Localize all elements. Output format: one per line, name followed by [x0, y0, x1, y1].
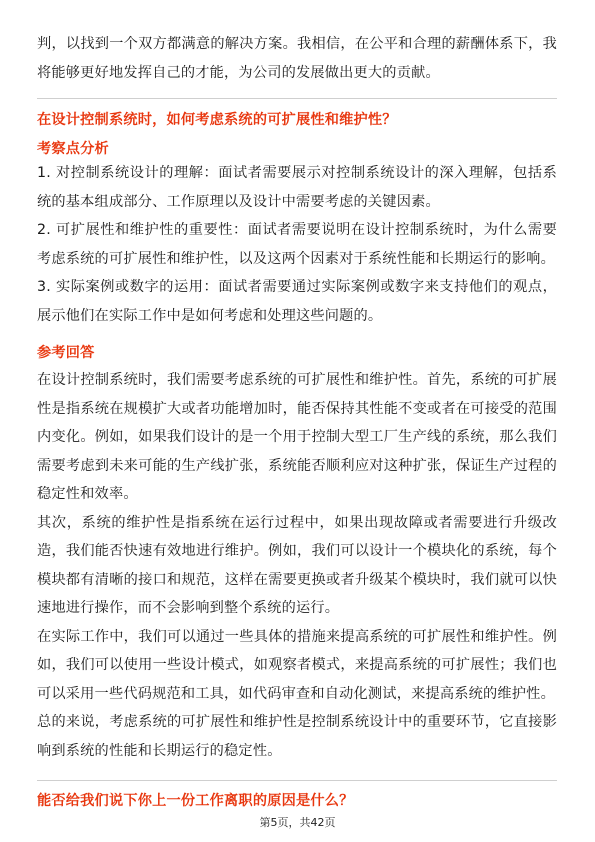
answer-paragraph: 在设计控制系统时，我们需要考虑系统的可扩展性和维护性。首先，系统的可扩展性是指系统在规模扩大或者功能增加时，能否保持其性能不变或者在可接受的范围内变化。例如，如果我们设计的是一个用于控制大型工厂生产线的系统，那么我们需要考虑到未来可能的生产线扩张，系统能否顺利应对这种扩张，保证生产过程的稳定性和效率。	[37, 372, 557, 502]
divider	[37, 98, 557, 99]
divider	[37, 780, 557, 781]
intro-paragraph: 判，以找到一个双方都满意的解决方案。我相信，在公平和合理的薪酬体系下，我将能够更好地发挥自己的才能，为公司的发展做出更大的贡献。	[37, 36, 557, 81]
question-title: 在设计控制系统时，如何考虑系统的可扩展性和维护性？	[37, 112, 397, 128]
answer-paragraph: 其次，系统的维护性是指系统在运行过程中，如果出现故障或者需要进行升级改造，我们能否快速有效地进行维护。例如，我们可以设计一个模块化的系统，每个模块都有清晰的接口和规范，这样在需要更换或者升级某个模块时，我们就可以快速地进行操作，而不会影响到整个系统的运行。	[37, 514, 557, 616]
analysis-list	[37, 159, 557, 330]
answer-paragraph: 在实际工作中，我们可以通过一些具体的措施来提高系统的可扩展性和维护性。例如，我们可以使用一些设计模式，如观察者模式，来提高系统的可扩展性；我们也可以采用一些代码规范和工具，如代码审查和自动化测试，来提高系统的维护性。	[37, 628, 557, 702]
question-title: 能否给我们说下你上一份工作离职的原因是什么？	[37, 793, 354, 809]
analysis-heading: 考察点分析	[37, 141, 109, 157]
analysis-item: 3. 实际案例或数字的运用：面试者需要通过实际案例或数字来支持他们的观点，展示他们在实际工作中是如何考虑和处理这些问题的。	[37, 279, 557, 324]
analysis-item: 1. 对控制系统设计的理解：面试者需要展示对控制系统设计的深入理解，包括系统的基本组成部分、工作原理以及设计中需要考虑的关键因素。	[37, 165, 557, 210]
analysis-item: 2. 可扩展性和维护性的重要性：面试者需要说明在设计控制系统时，为什么需要考虑系统的可扩展性和维护性，以及这两个因素对于系统性能和长期运行的影响。	[37, 222, 557, 267]
page-footer: 第5页，共42页	[259, 816, 336, 829]
answer-body	[37, 366, 557, 765]
answer-paragraph: 总的来说，考虑系统的可扩展性和维护性是控制系统设计中的重要环节，它直接影响到系统的性能和长期运行的稳定性。	[37, 714, 557, 759]
answer-heading: 参考回答	[37, 345, 95, 361]
document-page	[37, 0, 557, 842]
